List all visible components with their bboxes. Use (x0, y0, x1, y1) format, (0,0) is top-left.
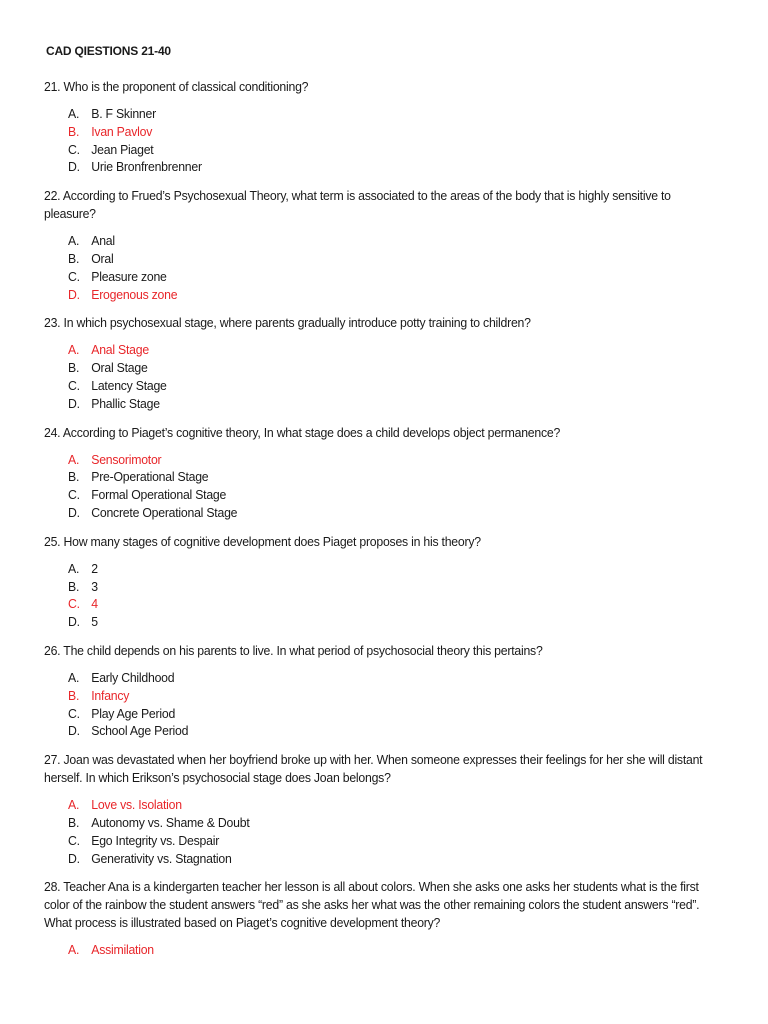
option-letter: C. (68, 268, 80, 284)
option-letter: A. (68, 233, 80, 249)
option-text: Anal Stage (91, 342, 149, 358)
option-text: Anal (91, 233, 115, 249)
option-letter: C. (68, 832, 80, 848)
question-text: 22. According to Frued’s Psychosexual Theory, what term is associated to the areas of the body that is highly sensitive to pleasure? (44, 188, 671, 222)
question-item (44, 533, 724, 631)
option-text: Erogenous zone (91, 286, 178, 302)
answer-options (44, 232, 724, 303)
answer-option-correct (68, 941, 678, 959)
option-text: Formal Operational Stage (91, 487, 227, 503)
option-letter: B. (68, 578, 80, 594)
answer-options (44, 941, 724, 959)
option-letter: B. (68, 469, 80, 485)
option-text: Early Childhood (91, 669, 175, 685)
question-item (44, 878, 724, 959)
option-text: Ego Integrity vs. Despair (91, 832, 220, 848)
question-item (44, 642, 724, 740)
answer-option (68, 560, 678, 578)
answer-option-correct (68, 286, 678, 304)
option-text: School Age Period (91, 723, 189, 739)
answer-option (68, 250, 678, 268)
option-letter: C. (68, 487, 80, 503)
answer-option-correct (68, 687, 678, 705)
answer-option (68, 504, 678, 522)
answer-options (44, 105, 724, 176)
option-text: Assimilation (91, 942, 154, 958)
answer-option (68, 613, 678, 631)
answer-option (68, 359, 678, 377)
question-text: 25. How many stages of cognitive development does Piaget proposes in his theory? (44, 533, 481, 549)
option-letter: D. (68, 723, 80, 739)
question-item (44, 424, 724, 522)
question-item (44, 314, 724, 412)
option-letter: A. (68, 942, 80, 958)
answer-options (44, 796, 724, 867)
answer-option (68, 468, 678, 486)
answer-option (68, 377, 678, 395)
question-text: 28. Teacher Ana is a kindergarten teacher her lesson is all about colors. When she asks one asks her students what is the first color of the rainbow the student answers “red” as she asks her what was the other remaining colors the student answers “red”. What process is illustrated based on Piaget’s cognitive development theory? (44, 879, 700, 931)
answer-option-correct (68, 341, 678, 359)
option-letter: A. (68, 797, 80, 813)
option-letter: C. (68, 141, 80, 157)
option-letter: C. (68, 377, 80, 393)
document-title: CAD QIESTIONS 21-40 (46, 44, 171, 58)
option-text: Autonomy vs. Shame & Doubt (91, 814, 250, 830)
option-letter: B. (68, 687, 80, 703)
question-text: 26. The child depends on his parents to live. In what period of psychosocial theory this pertains? (44, 642, 543, 658)
option-letter: D. (68, 850, 80, 866)
option-text: Latency Stage (91, 377, 167, 393)
option-letter: B. (68, 814, 80, 830)
answer-options (44, 560, 724, 631)
option-letter: D. (68, 614, 80, 630)
option-letter: A. (68, 669, 80, 685)
answer-option-correct (68, 595, 678, 613)
option-letter: B. (68, 250, 80, 266)
question-text: 27. Joan was devastated when her boyfriend broke up with her. When someone expresses their feelings for her she will distant herself. In which Erikson’s psychosocial stage does Joan belongs? (44, 752, 703, 786)
answer-option-correct (68, 123, 678, 141)
question-item (44, 78, 724, 176)
option-letter: C. (68, 705, 80, 721)
answer-options (44, 341, 724, 412)
answer-option (68, 268, 678, 286)
answer-option-correct (68, 796, 678, 814)
answer-option (68, 486, 678, 504)
question-list (44, 78, 724, 959)
option-text: 5 (91, 614, 98, 630)
answer-option (68, 105, 678, 123)
option-text: 3 (91, 578, 98, 594)
option-letter: D. (68, 395, 80, 411)
option-letter: D. (68, 286, 80, 302)
option-letter: A. (68, 342, 80, 358)
answer-option (68, 669, 678, 687)
option-letter: D. (68, 504, 80, 520)
answer-option (68, 578, 678, 596)
option-letter: A. (68, 560, 80, 576)
question-text: 23. In which psychosexual stage, where parents gradually introduce potty training to children? (44, 315, 531, 331)
question-item (44, 187, 724, 303)
answer-options (44, 669, 724, 740)
option-text: Pre-Operational Stage (91, 469, 209, 485)
option-letter: A. (68, 451, 80, 467)
option-text: Jean Piaget (91, 141, 154, 157)
option-text: Love vs. Isolation (91, 797, 182, 813)
option-letter: D. (68, 159, 80, 175)
answer-option (68, 141, 678, 159)
answer-option (68, 722, 678, 740)
option-text: Infancy (91, 687, 130, 703)
answer-option (68, 850, 678, 868)
answer-option (68, 232, 678, 250)
option-text: Generativity vs. Stagnation (91, 850, 232, 866)
question-text: 24. According to Piaget’s cognitive theory, In what stage does a child develops object permanence? (44, 424, 561, 440)
answer-option (68, 158, 678, 176)
option-text: Oral Stage (91, 360, 148, 376)
answer-options (44, 451, 724, 522)
option-letter: A. (68, 106, 80, 121)
option-text: 4 (91, 596, 98, 612)
option-letter: B. (68, 123, 80, 139)
option-text: Play Age Period (91, 705, 176, 721)
answer-option-correct (68, 451, 678, 469)
answer-option (68, 814, 678, 832)
option-text: Sensorimotor (91, 451, 162, 467)
option-text: 2 (91, 560, 98, 576)
option-letter: C. (68, 596, 80, 612)
answer-option (68, 705, 678, 723)
answer-option (68, 832, 678, 850)
question-item (44, 751, 724, 867)
option-letter: B. (68, 360, 80, 376)
option-text: Urie Bronfrenbrenner (91, 159, 202, 175)
option-text: Oral (91, 250, 114, 266)
option-text: Ivan Pavlov (91, 123, 153, 139)
option-text: Concrete Operational Stage (91, 504, 238, 520)
question-text: 21. Who is the proponent of classical conditioning? (44, 79, 309, 94)
option-text: B. F Skinner (91, 106, 156, 121)
option-text: Phallic Stage (91, 395, 160, 411)
answer-option (68, 395, 678, 413)
option-text: Pleasure zone (91, 268, 167, 284)
